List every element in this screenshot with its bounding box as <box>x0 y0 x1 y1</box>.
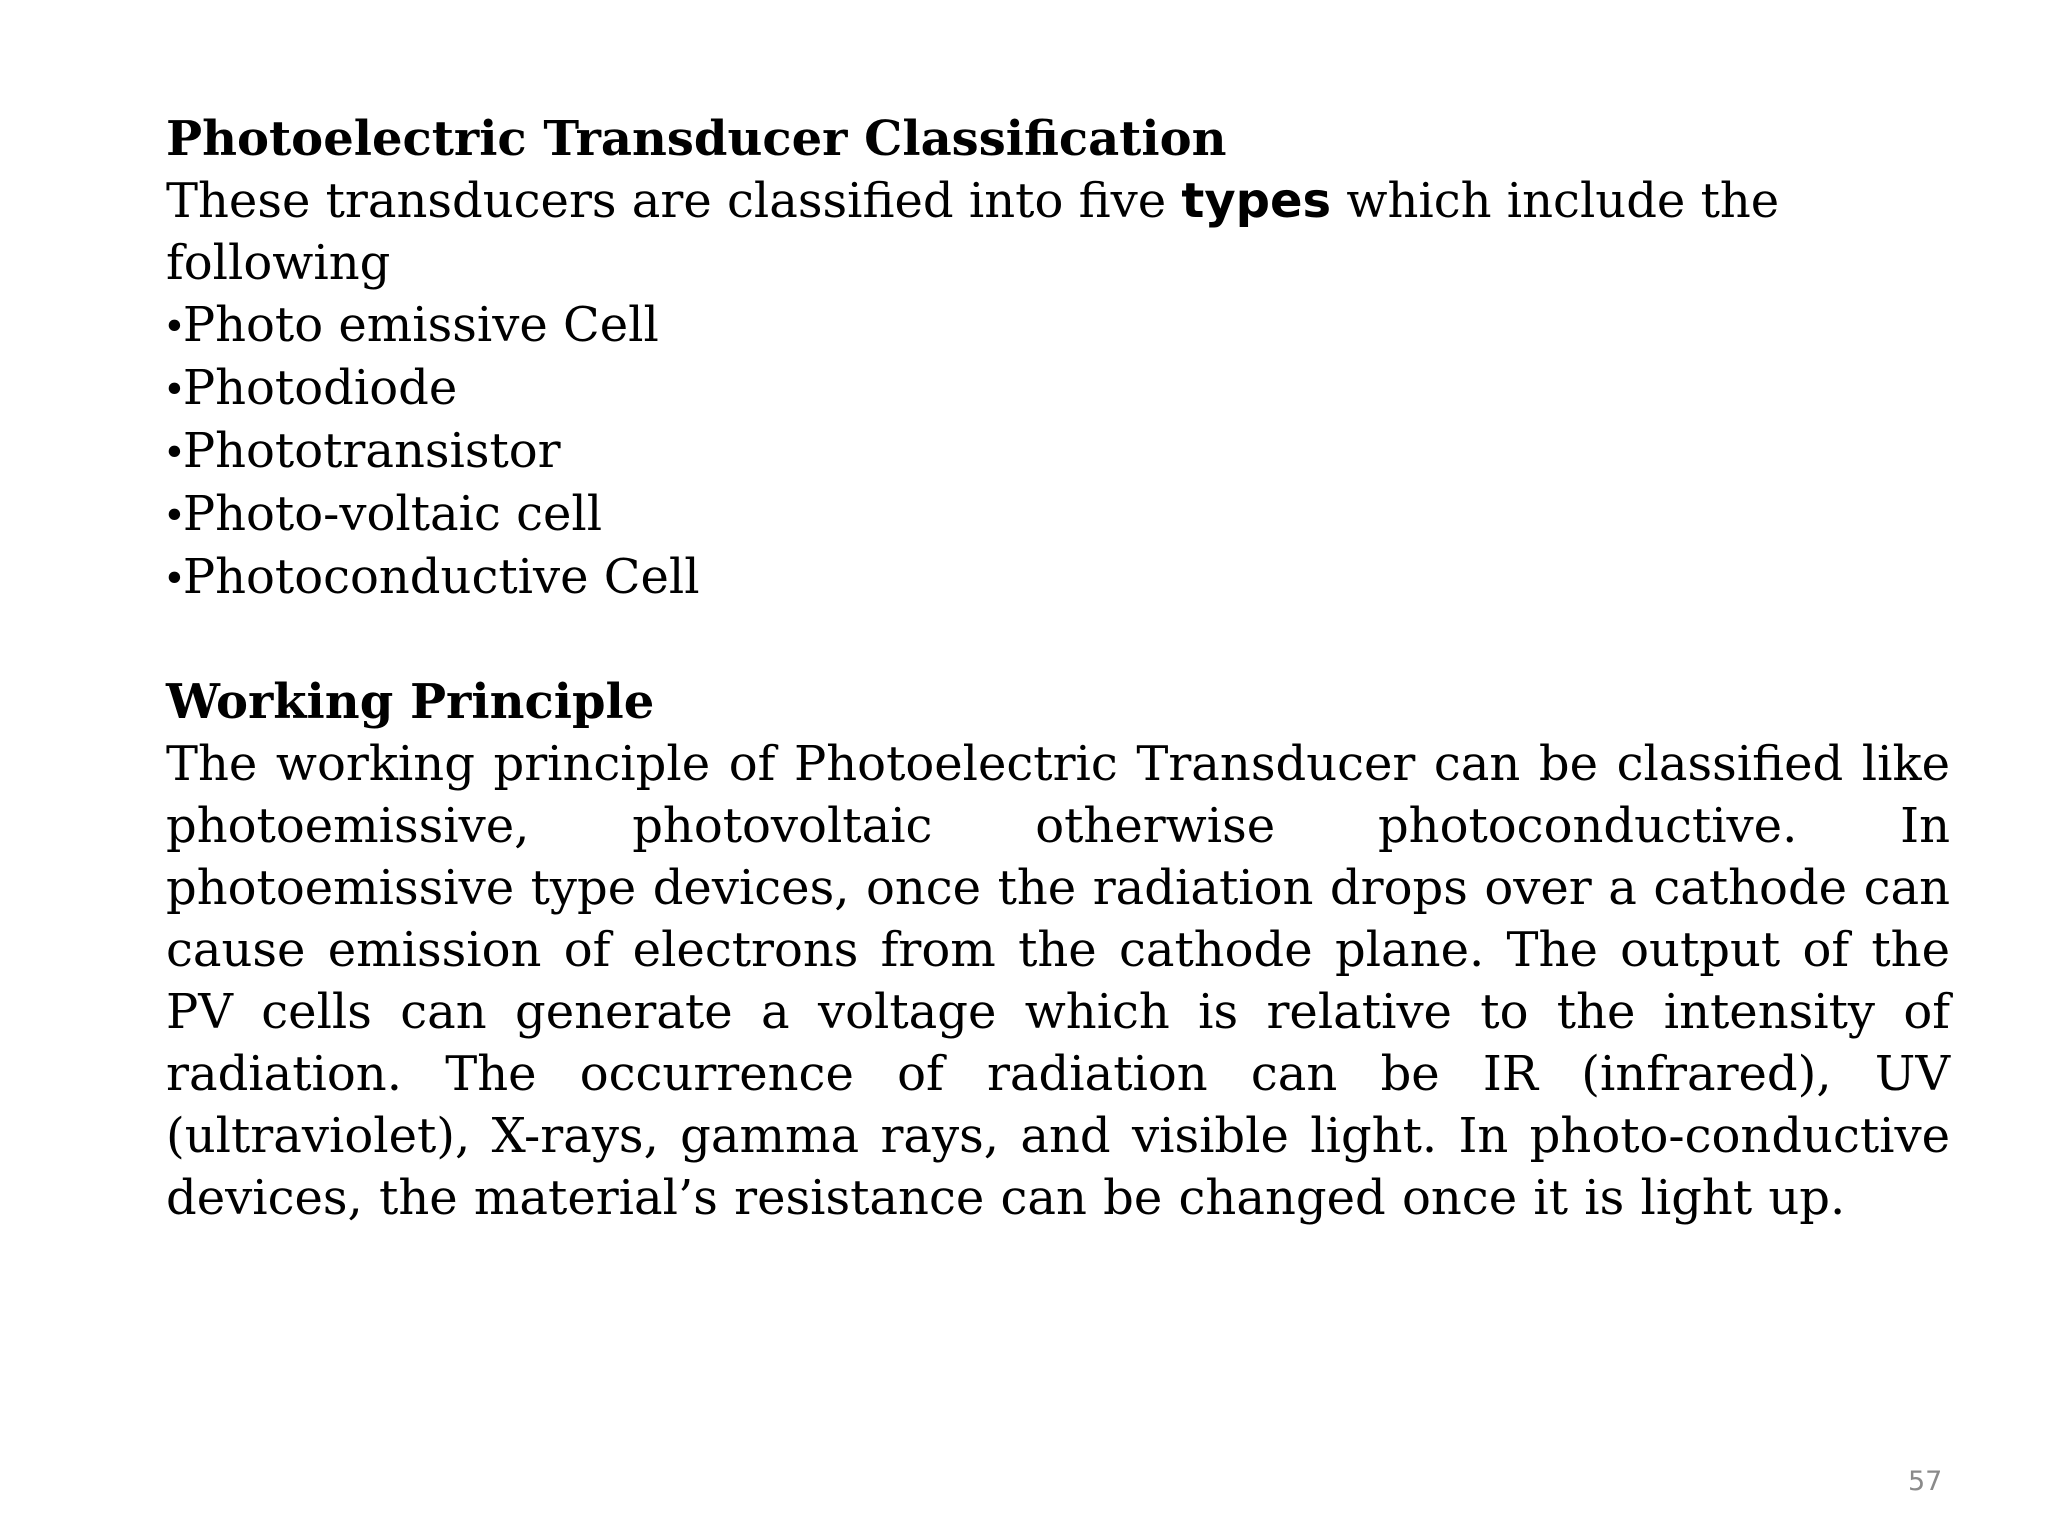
classification-intro <box>166 170 1950 294</box>
bullet-icon: • <box>166 425 183 478</box>
bullet-icon: • <box>166 488 183 541</box>
list-item <box>166 420 1950 483</box>
list-item-label: Photodiode <box>182 360 458 416</box>
list-item <box>166 357 1950 420</box>
classification-heading: Photoelectric Transducer Classification <box>166 111 1227 167</box>
bullet-icon: • <box>166 299 183 352</box>
list-item <box>166 294 1950 357</box>
list-item <box>166 483 1950 546</box>
working-principle-heading: Working Principle <box>166 674 655 730</box>
list-item <box>166 546 1950 609</box>
intro-bold-word: types <box>1181 173 1332 229</box>
list-item-label: Photo-voltaic cell <box>182 486 603 542</box>
transducer-types-list <box>166 294 1950 609</box>
slide-content <box>166 108 1950 1229</box>
page-number: 57 <box>1908 1466 1943 1497</box>
section-spacer <box>166 609 1950 671</box>
list-item-label: Phototransistor <box>182 423 561 479</box>
list-item-label: Photo emissive Cell <box>182 297 659 353</box>
intro-text-start: These transducers are classified into five <box>166 173 1182 229</box>
working-principle-body: The working principle of Photoelectric Transducer can be classified like photoemissive, photovoltaic otherwise photoconductive. In photoemissive type devices, once the radiation drops over a cathode can cause emission of electrons from the cathode plane. The output of the PV cells can generate a voltage which is relative to the intensity of radiation. The occurrence of radiation can be IR (infrared), UV (ultraviolet), X-rays, gamma rays, and visible light. In photo-conductive devices, the material’s resistance can be changed once it is light up. <box>166 736 1950 1226</box>
list-item-label: Photoconductive Cell <box>182 549 700 605</box>
intro-text-end: which include the following <box>166 173 1780 291</box>
bullet-icon: • <box>166 551 183 604</box>
bullet-icon: • <box>166 362 183 415</box>
